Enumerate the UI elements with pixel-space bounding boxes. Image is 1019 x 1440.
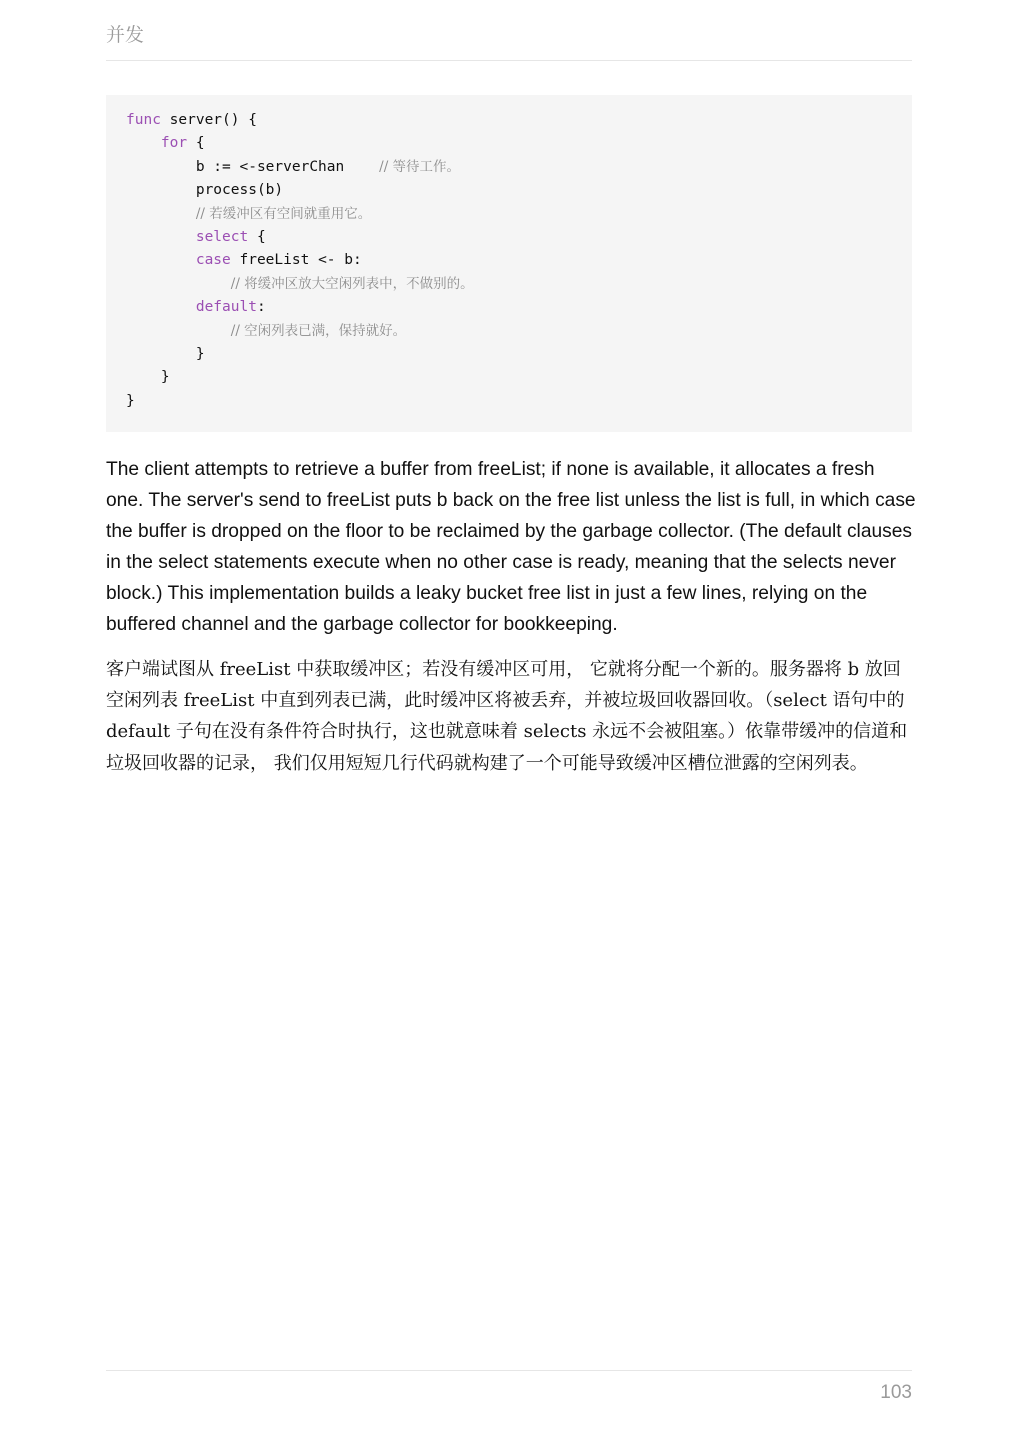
code-comment: // 将缓冲区放大空闲列表中，不做别的。	[230, 275, 474, 292]
code-text: }	[126, 345, 205, 362]
footer-divider	[106, 1370, 912, 1371]
code-keyword: default	[195, 299, 257, 316]
header-divider	[106, 60, 912, 61]
code-line	[126, 343, 892, 366]
code-text	[126, 323, 231, 339]
code-keyword: select	[195, 228, 249, 245]
code-line	[126, 390, 892, 413]
body-paragraph-chinese: 客户端试图从 freeList 中获取缓冲区；若没有缓冲区可用， 它就将分配一个新的。服务器将 b 放回空闲列表 freeList 中直到列表已满，此时缓冲区将被丢弃，并被垃圾回收器回收。（select 语句中的 default 子句在没有条件符合时执行，这也就意味着 selects 永远不会被阻塞。）依靠带缓冲的信道和垃圾回收器的记录， 我们仅用短短几行代码就构建了一个可能导致缓冲区槽位泄露的空闲列表。	[106, 659, 908, 774]
code-comment: // 若缓冲区有空间就重用它。	[195, 205, 372, 222]
code-block	[106, 95, 912, 432]
code-line	[126, 203, 892, 226]
code-text: server() {	[160, 112, 257, 128]
code-comment: // 等待工作。	[379, 158, 461, 175]
code-text: {	[248, 228, 266, 245]
running-header: 并发	[106, 24, 145, 46]
body-paragraph-english: The client attempts to retrieve a buffer from freeList; if none is available, it allocates a fresh one. The server's send to freeList puts b back on the free list unless the list is full, in which case the buffer is dropped on the floor to be reclaimed by the garbage collector. (The default clauses in the select statements execute when no other case is ready, meaning that the selects never block.) This implementation builds a leaky bucket free list in just a few lines, relying on the buffered channel and the garbage collector for bookkeeping.	[106, 459, 916, 635]
code-text: }	[126, 392, 135, 409]
page-number: 103	[880, 1382, 912, 1403]
code-text	[126, 299, 196, 315]
code-line	[126, 179, 892, 202]
code-line	[126, 226, 892, 249]
code-keyword: for	[160, 135, 188, 152]
code-line	[126, 156, 892, 179]
code-text	[126, 135, 161, 151]
code-text	[126, 276, 231, 292]
code-keyword: func	[126, 112, 161, 128]
code-line	[126, 273, 892, 296]
code-text: process(b)	[126, 182, 284, 199]
code-line	[126, 249, 892, 272]
code-text: b := <-serverChan	[126, 158, 380, 175]
code-line	[126, 132, 892, 155]
code-text: }	[126, 369, 170, 386]
code-keyword: case	[195, 252, 231, 269]
code-comment: // 空闲列表已满，保持就好。	[230, 322, 407, 339]
code-line	[126, 320, 892, 343]
code-text	[126, 229, 196, 245]
code-text: freeList <- b:	[230, 252, 362, 269]
code-line	[126, 296, 892, 319]
code-text	[126, 206, 196, 222]
code-text: :	[256, 299, 266, 316]
code-text: {	[187, 135, 205, 152]
code-line	[126, 366, 892, 389]
code-line	[126, 109, 892, 132]
code-text	[126, 252, 196, 268]
